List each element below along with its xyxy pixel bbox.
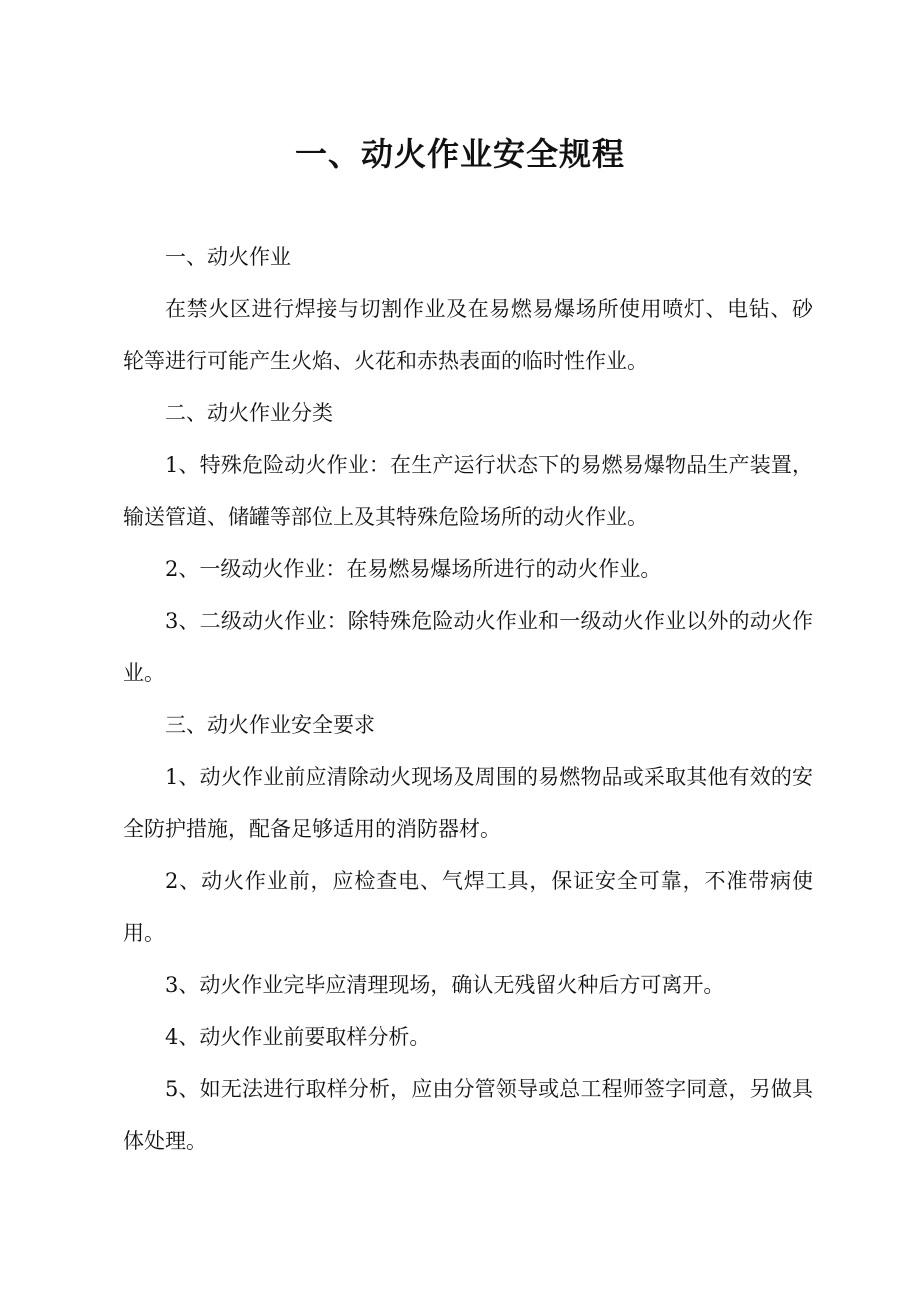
section-heading-3: 三、动火作业安全要求 (165, 713, 375, 737)
paragraph-definition: 在禁火区进行焊接与切割作业及在易燃易爆场所使用喷灯、电钻、砂轮等进行可能产生火焰、火花和赤热表面的临时性作业。 (123, 297, 813, 373)
document-title: 一、动火作业安全规程 (294, 135, 625, 173)
paragraph-class-level-1: 2、一级动火作业：在易燃易爆场所进行的动火作业。 (165, 557, 662, 581)
section-heading-2: 二、动火作业分类 (165, 401, 333, 425)
document-body (123, 231, 813, 1167)
paragraph-requirement-2: 2、动火作业前，应检查电、气焊工具，保证安全可靠，不准带病使用。 (123, 869, 813, 945)
paragraph-class-special: 1、特殊危险动火作业：在生产运行状态下的易燃易爆物品生产装置，输送管道、储罐等部位上及其特殊危险场所的动火作业。 (123, 453, 813, 529)
paragraph-requirement-3: 3、动火作业完毕应清理现场，确认无残留火种后方可离开。 (165, 973, 725, 997)
paragraph-requirement-5: 5、如无法进行取样分析，应由分管领导或总工程师签字同意，另做具体处理。 (123, 1077, 813, 1153)
paragraph-requirement-4: 4、动火作业前要取样分析。 (165, 1025, 431, 1049)
section-heading-1: 一、动火作业 (165, 245, 291, 269)
paragraph-requirement-1: 1、动火作业前应清除动火现场及周围的易燃物品或采取其他有效的安全防护措施，配备足够适用的消防器材。 (123, 765, 813, 841)
paragraph-class-level-2: 3、二级动火作业：除特殊危险动火作业和一级动火作业以外的动火作业。 (123, 609, 813, 685)
